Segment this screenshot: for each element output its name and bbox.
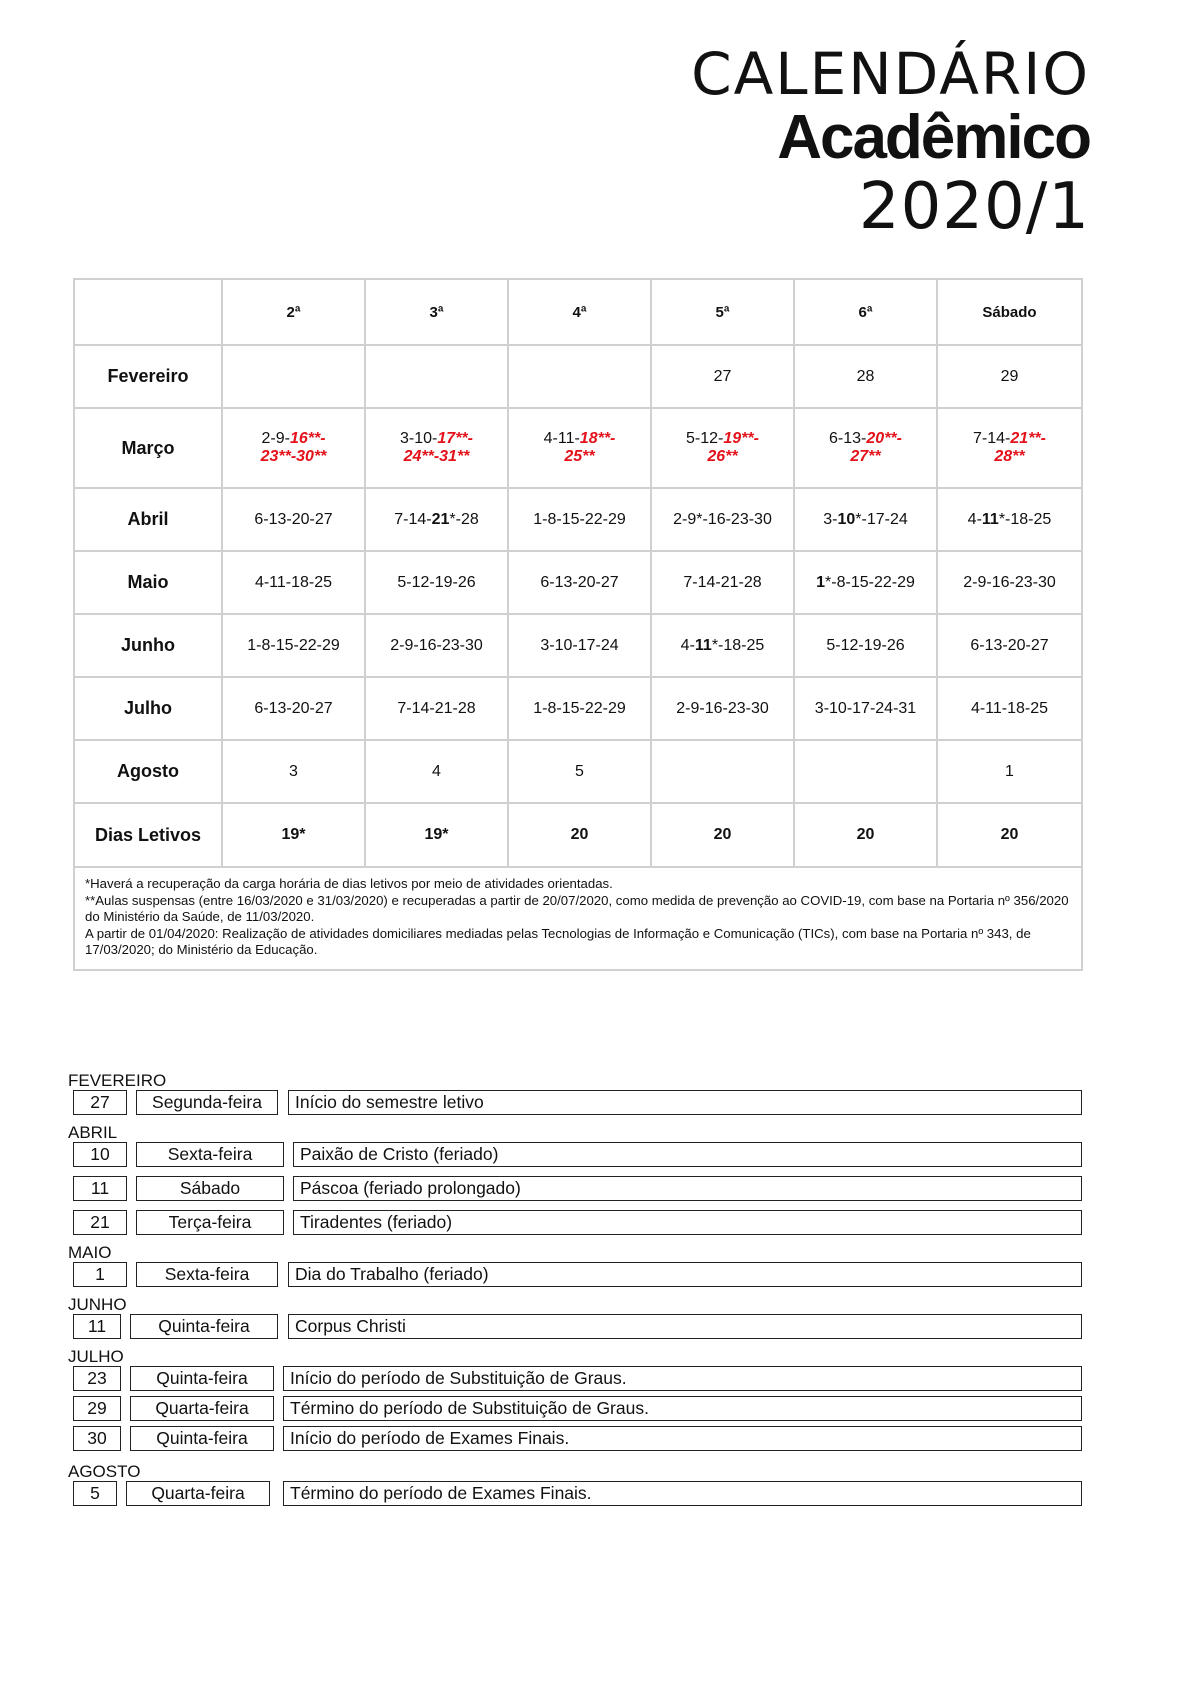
cell-text: 6-13- <box>829 430 867 447</box>
cell-text: 4-11- <box>543 430 580 447</box>
cell-text: 3-10- <box>400 430 438 447</box>
event-description: Tiradentes (feriado) <box>293 1210 1082 1235</box>
event-day: 30 <box>73 1426 121 1451</box>
title-line-calendario: CALENDÁRIO <box>691 40 1090 108</box>
event-weekday: Quarta-feira <box>130 1396 274 1421</box>
footnote: **Aulas suspensas (entre 16/03/2020 e 31/03/2020) e recuperadas a partir de 20/07/2020, como medida de prevenção ao COVID-19, com base na Portaria nº 356/2020 do Ministério da Saúde, de 11/03/2020. <box>85 892 1069 924</box>
event-day: 23 <box>73 1366 121 1391</box>
table-cell <box>508 408 651 488</box>
table-cell <box>651 614 794 677</box>
table-cell <box>794 551 937 614</box>
table-cell: 3-10-17-24-31 <box>794 677 937 740</box>
cell-text: 5-12- <box>686 430 724 447</box>
event-row <box>68 1426 1080 1453</box>
table-cell: 1-8-15-22-29 <box>508 677 651 740</box>
total-cell: 20 <box>937 803 1082 867</box>
month-label: Fevereiro <box>74 345 222 408</box>
suspended-days: 21**- <box>1010 430 1046 447</box>
suspended-days: 23**-30** <box>260 448 327 465</box>
table-header-row <box>74 279 1082 345</box>
table-cell: 4 <box>365 740 508 803</box>
table-row-agosto <box>74 740 1082 803</box>
event-month-label: JUNHO <box>68 1295 127 1314</box>
table-cell: 2-9*-16-23-30 <box>651 488 794 551</box>
table-cell <box>508 345 651 408</box>
table-cell: 1-8-15-22-29 <box>222 614 365 677</box>
event-weekday: Sábado <box>136 1176 284 1201</box>
table-cell: 1 <box>937 740 1082 803</box>
cell-text: *-18-25 <box>711 636 765 654</box>
event-row <box>68 1314 1080 1341</box>
table-cell <box>222 345 365 408</box>
event-description: Dia do Trabalho (feriado) <box>288 1262 1082 1287</box>
suspended-days: 24**-31** <box>403 448 470 465</box>
event-month-label: AGOSTO <box>68 1462 141 1481</box>
holiday-day: 11 <box>981 510 999 528</box>
month-label: Março <box>74 408 222 488</box>
table-cell <box>365 408 508 488</box>
event-month-label: JULHO <box>68 1347 124 1366</box>
event-weekday: Sexta-feira <box>136 1262 278 1287</box>
event-row <box>68 1396 1080 1423</box>
cell-text: 7-14- <box>973 430 1011 447</box>
event-weekday: Quinta-feira <box>130 1314 278 1339</box>
cell-text: 4- <box>680 636 695 654</box>
table-cell: 4-11-18-25 <box>222 551 365 614</box>
holiday-day: 10 <box>837 510 856 528</box>
table-cell: 2-9-16-23-30 <box>937 551 1082 614</box>
table-cell: 5 <box>508 740 651 803</box>
table-cell <box>937 408 1082 488</box>
header-cell <box>74 279 222 345</box>
table-row-maio <box>74 551 1082 614</box>
table-cell: 6-13-20-27 <box>222 677 365 740</box>
holiday-day: 1 <box>816 573 826 591</box>
event-day: 27 <box>73 1090 127 1115</box>
events-list <box>68 1072 1080 1515</box>
total-cell: 20 <box>508 803 651 867</box>
event-day: 11 <box>73 1314 121 1339</box>
table-cell <box>937 488 1082 551</box>
table-cell: 6-13-20-27 <box>222 488 365 551</box>
holiday-day: 21 <box>431 510 450 528</box>
suspended-days: 28** <box>994 448 1025 465</box>
table-cell: 6-13-20-27 <box>937 614 1082 677</box>
table-row-dias-letivos <box>74 803 1082 867</box>
event-weekday: Terça-feira <box>136 1210 284 1235</box>
event-month-label: ABRIL <box>68 1123 118 1142</box>
cell-text: *-17-24 <box>855 510 908 528</box>
table-cell: 2-9-16-23-30 <box>651 677 794 740</box>
table-row-junho <box>74 614 1082 677</box>
table-cell: 3 <box>222 740 365 803</box>
title-line-year: 2020/1 <box>858 170 1090 244</box>
table-cell: 5-12-19-26 <box>794 614 937 677</box>
event-row <box>68 1262 1080 1289</box>
suspended-days: 18**- <box>579 430 616 447</box>
header-cell: 5ª <box>651 279 794 345</box>
month-label: Abril <box>74 488 222 551</box>
cell-text: *-8-15-22-29 <box>825 573 915 591</box>
calendar-table <box>73 278 1083 971</box>
event-row <box>68 1142 1080 1169</box>
cell-text: *-28 <box>449 510 479 528</box>
event-description: Páscoa (feriado prolongado) <box>293 1176 1082 1201</box>
event-description: Término do período de Substituição de Graus. <box>283 1396 1082 1421</box>
footnote: *Haverá a recuperação da carga horária de dias letivos por meio de atividades orientadas. <box>85 876 613 891</box>
table-cell: 27 <box>651 345 794 408</box>
event-row <box>68 1210 1080 1237</box>
cell-text: 2-9- <box>261 430 290 447</box>
totals-label: Dias Letivos <box>74 803 222 867</box>
event-weekday: Quinta-feira <box>130 1366 274 1391</box>
table-cell <box>365 345 508 408</box>
table-cell <box>794 740 937 803</box>
suspended-days: 16**- <box>289 430 326 447</box>
suspended-days: 25** <box>564 448 595 465</box>
event-description: Início do período de Exames Finais. <box>283 1426 1082 1451</box>
table-cell: 2-9-16-23-30 <box>365 614 508 677</box>
event-weekday: Segunda-feira <box>136 1090 278 1115</box>
month-label: Junho <box>74 614 222 677</box>
table-cell: 4-11-18-25 <box>937 677 1082 740</box>
table-cell: 29 <box>937 345 1082 408</box>
total-cell: 19* <box>365 803 508 867</box>
event-month-label: FEVEREIRO <box>68 1071 167 1090</box>
event-month-label: MAIO <box>68 1243 112 1262</box>
event-description: Paixão de Cristo (feriado) <box>293 1142 1082 1167</box>
event-row <box>68 1176 1080 1203</box>
header-cell: 3ª <box>365 279 508 345</box>
suspended-days: 20**- <box>866 430 902 447</box>
suspended-days: 26** <box>707 448 738 465</box>
table-cell <box>651 740 794 803</box>
header-cell: 6ª <box>794 279 937 345</box>
table-cell: 3-10-17-24 <box>508 614 651 677</box>
cell-text: 3- <box>823 510 838 528</box>
month-label: Agosto <box>74 740 222 803</box>
event-description: Corpus Christi <box>288 1314 1082 1339</box>
event-weekday: Sexta-feira <box>136 1142 284 1167</box>
event-description: Término do período de Exames Finais. <box>283 1481 1082 1506</box>
event-row <box>68 1366 1080 1393</box>
cell-text: *-18-25 <box>998 510 1052 528</box>
table-cell: 7-14-21-28 <box>365 677 508 740</box>
event-day: 29 <box>73 1396 121 1421</box>
event-day: 1 <box>73 1262 127 1287</box>
event-row <box>68 1090 1080 1117</box>
table-cell: 28 <box>794 345 937 408</box>
table-cell <box>222 408 365 488</box>
table-row-marco <box>74 408 1082 488</box>
month-label: Julho <box>74 677 222 740</box>
month-label: Maio <box>74 551 222 614</box>
header-cell: 2ª <box>222 279 365 345</box>
title-line-academico: Acadêmico <box>777 103 1090 172</box>
event-day: 21 <box>73 1210 127 1235</box>
event-weekday: Quinta-feira <box>130 1426 274 1451</box>
table-cell <box>651 408 794 488</box>
event-day: 11 <box>73 1176 127 1201</box>
table-cell: 1-8-15-22-29 <box>508 488 651 551</box>
event-description: Início do semestre letivo <box>288 1090 1082 1115</box>
table-notes-row <box>74 867 1082 970</box>
event-weekday: Quarta-feira <box>126 1481 270 1506</box>
table-cell <box>365 488 508 551</box>
table-row-abril <box>74 488 1082 551</box>
event-description: Início do período de Substituição de Graus. <box>283 1366 1082 1391</box>
event-day: 10 <box>73 1142 127 1167</box>
footnotes <box>74 867 1082 970</box>
footnote: A partir de 01/04/2020: Realização de atividades domiciliares mediadas pelas Tecnologias de Informação e Comunicação (TICs), com base na Portaria nº 343, de 17/03/2020; do Ministério da Educação. <box>85 925 1031 957</box>
table-cell <box>794 408 937 488</box>
table-cell: 6-13-20-27 <box>508 551 651 614</box>
table-row-fevereiro <box>74 345 1082 408</box>
event-row <box>68 1481 1080 1508</box>
total-cell: 20 <box>651 803 794 867</box>
table-cell: 5-12-19-26 <box>365 551 508 614</box>
cell-text: 7-14- <box>394 510 432 528</box>
total-cell: 19* <box>222 803 365 867</box>
event-day: 5 <box>73 1481 117 1506</box>
header-cell: Sábado <box>937 279 1082 345</box>
holiday-day: 11 <box>694 636 712 654</box>
total-cell: 20 <box>794 803 937 867</box>
suspended-days: 27** <box>850 448 881 465</box>
table-cell: 7-14-21-28 <box>651 551 794 614</box>
page-title <box>691 40 1090 244</box>
suspended-days: 17**- <box>437 430 473 447</box>
table-cell <box>794 488 937 551</box>
suspended-days: 19**- <box>723 430 759 447</box>
table-row-julho <box>74 677 1082 740</box>
cell-text: 4- <box>967 510 982 528</box>
header-cell: 4ª <box>508 279 651 345</box>
